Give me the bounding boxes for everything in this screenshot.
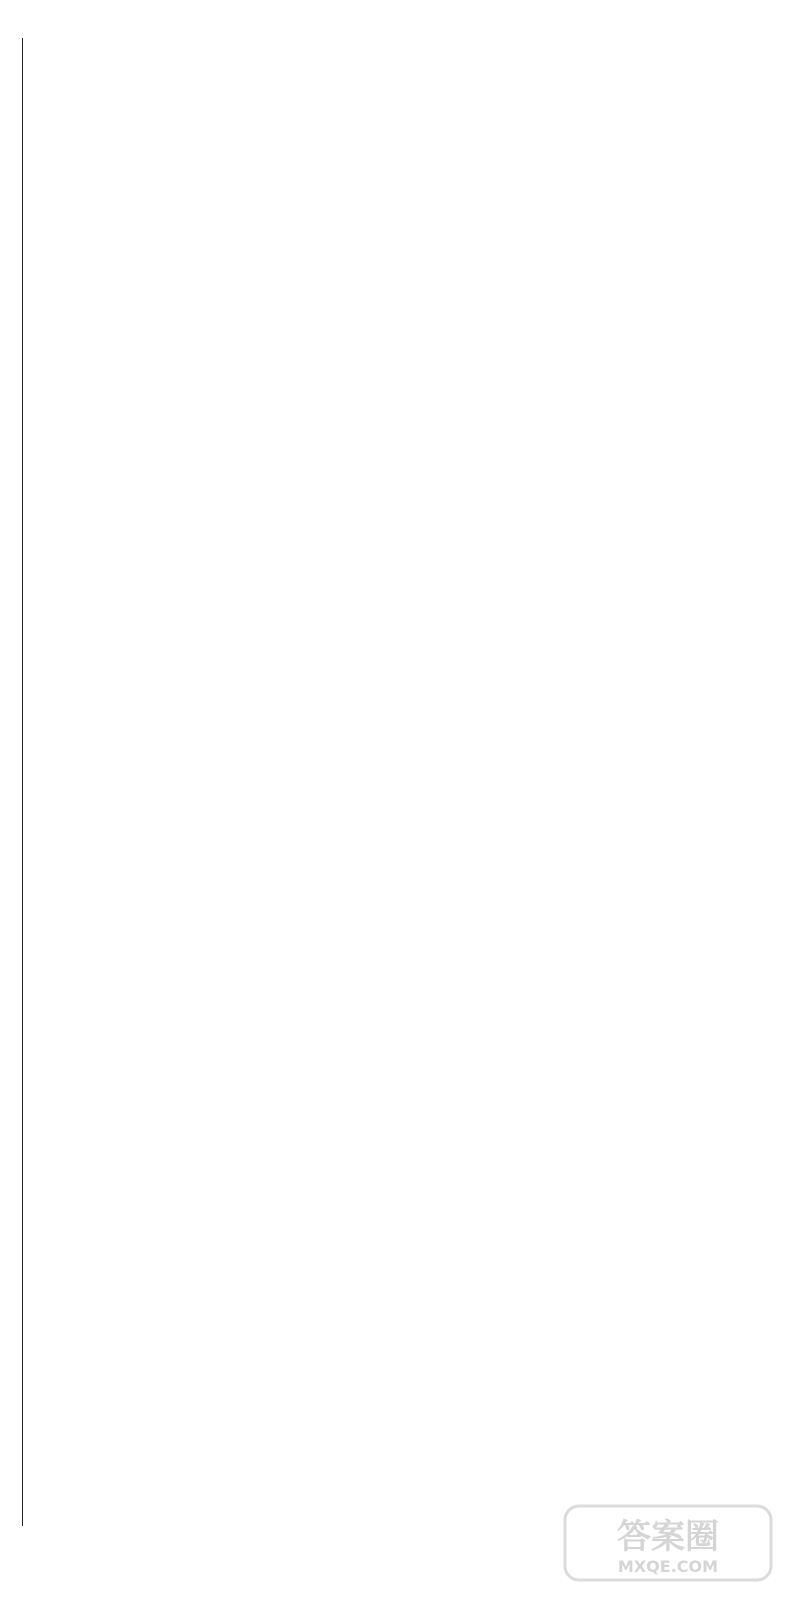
svg-text:答案圈: 答案圈 (617, 1517, 719, 1557)
svg-text:MXQE.COM: MXQE.COM (617, 1557, 719, 1576)
watermark-logo (563, 1504, 773, 1582)
page-body (22, 38, 639, 1526)
